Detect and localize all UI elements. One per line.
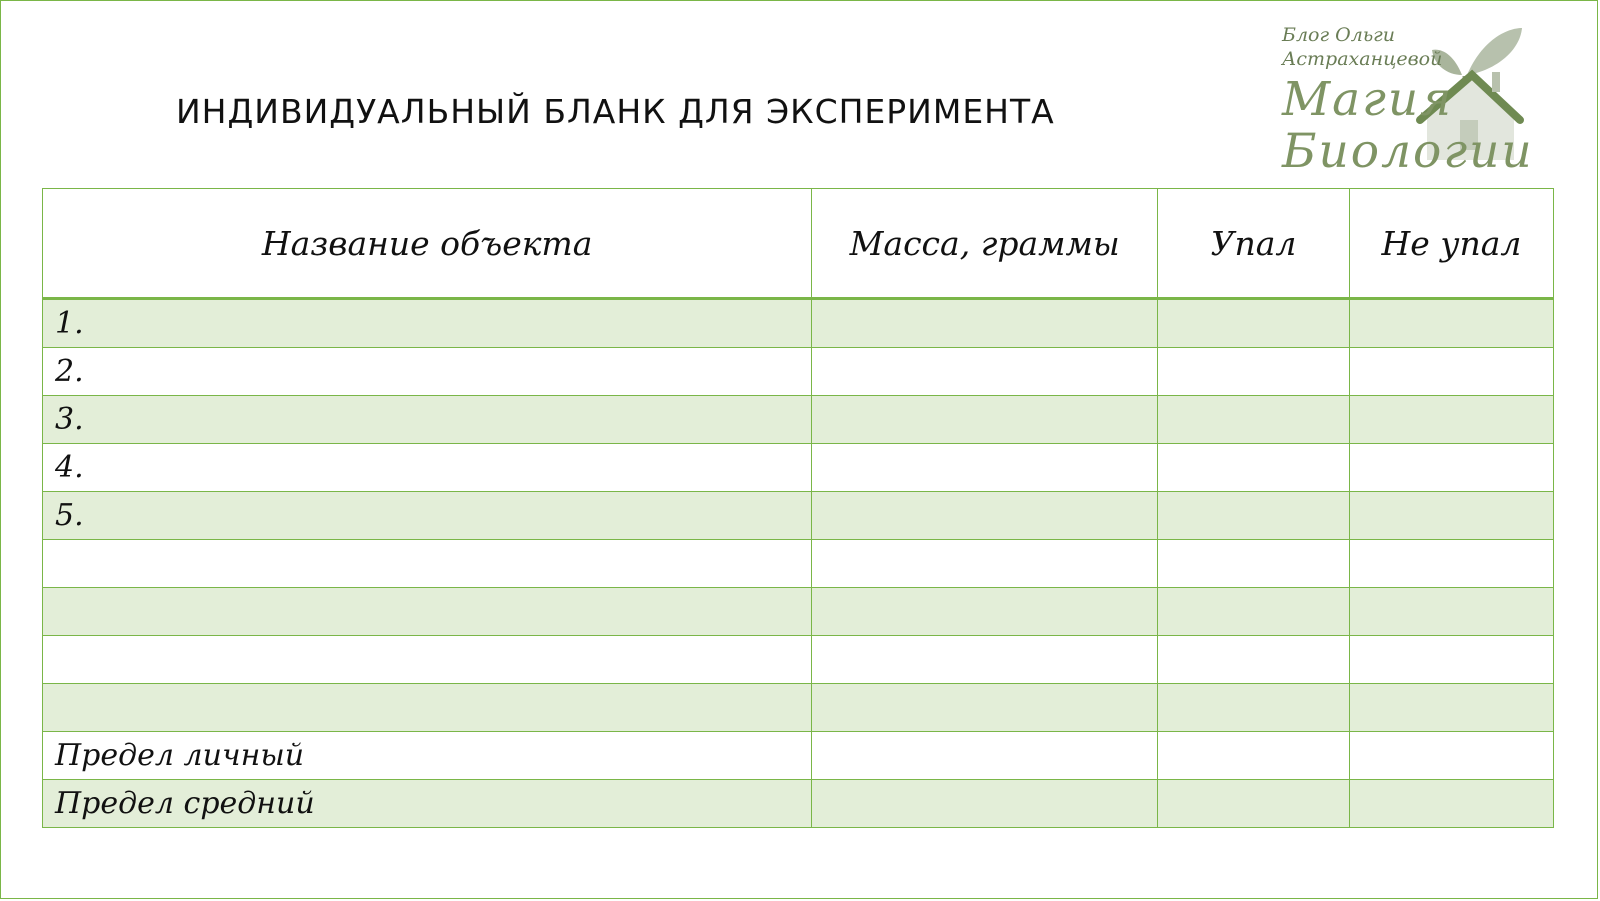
not-fell-cell[interactable] (1349, 299, 1553, 348)
not-fell-cell[interactable] (1349, 444, 1553, 492)
table-body (43, 299, 1554, 828)
row-label-cell[interactable]: 4. (43, 444, 812, 492)
fell-cell[interactable] (1158, 492, 1350, 540)
header-mass: Масса, граммы (812, 189, 1158, 299)
row-label-cell[interactable] (43, 540, 812, 588)
logo-line-2: Астраханцевой (1282, 48, 1443, 70)
mass-cell[interactable] (812, 684, 1158, 732)
table-row (43, 684, 1554, 732)
not-fell-cell[interactable] (1349, 684, 1553, 732)
mass-cell[interactable] (812, 299, 1158, 348)
experiment-table (42, 188, 1554, 828)
mass-cell[interactable] (812, 588, 1158, 636)
not-fell-cell[interactable] (1349, 636, 1553, 684)
not-fell-cell[interactable] (1349, 588, 1553, 636)
fell-cell[interactable] (1158, 588, 1350, 636)
mass-cell[interactable] (812, 396, 1158, 444)
header-fell: Упал (1158, 189, 1350, 299)
row-label-cell[interactable] (43, 636, 812, 684)
table-row (43, 492, 1554, 540)
row-label-cell[interactable]: 3. (43, 396, 812, 444)
mass-cell[interactable] (812, 540, 1158, 588)
fell-cell[interactable] (1158, 540, 1350, 588)
mass-cell[interactable] (812, 444, 1158, 492)
not-fell-cell[interactable] (1349, 348, 1553, 396)
not-fell-cell[interactable] (1349, 492, 1553, 540)
row-label-cell[interactable] (43, 684, 812, 732)
not-fell-cell[interactable] (1349, 540, 1553, 588)
fell-cell[interactable] (1158, 684, 1350, 732)
row-label-cell[interactable]: Предел средний (43, 780, 812, 828)
row-label-cell[interactable]: 2. (43, 348, 812, 396)
fell-cell[interactable] (1158, 780, 1350, 828)
mass-cell[interactable] (812, 348, 1158, 396)
mass-cell[interactable] (812, 732, 1158, 780)
fell-cell[interactable] (1158, 636, 1350, 684)
fell-cell[interactable] (1158, 444, 1350, 492)
table-row (43, 396, 1554, 444)
mass-cell[interactable] (812, 636, 1158, 684)
header-not-fell: Не упал (1349, 189, 1553, 299)
not-fell-cell[interactable] (1349, 732, 1553, 780)
mass-cell[interactable] (812, 492, 1158, 540)
table-row (43, 299, 1554, 348)
table-row (43, 780, 1554, 828)
mass-cell[interactable] (812, 780, 1158, 828)
fell-cell[interactable] (1158, 348, 1350, 396)
table-row (43, 540, 1554, 588)
table-row (43, 636, 1554, 684)
logo-line-3: Магия (1282, 72, 1454, 127)
row-label-cell[interactable]: 1. (43, 299, 812, 348)
logo-line-4: Биологии (1282, 124, 1534, 179)
row-label-cell[interactable]: Предел личный (43, 732, 812, 780)
blog-logo[interactable] (1282, 20, 1552, 190)
table-row (43, 444, 1554, 492)
not-fell-cell[interactable] (1349, 396, 1553, 444)
page-title: ИНДИВИДУАЛЬНЫЙ БЛАНК ДЛЯ ЭКСПЕРИМЕНТА (176, 92, 1055, 131)
table-header-row (43, 189, 1554, 299)
row-label-cell[interactable] (43, 588, 812, 636)
fell-cell[interactable] (1158, 732, 1350, 780)
row-label-cell[interactable]: 5. (43, 492, 812, 540)
logo-line-1: Блог Ольги (1282, 24, 1395, 46)
table-row (43, 588, 1554, 636)
not-fell-cell[interactable] (1349, 780, 1553, 828)
fell-cell[interactable] (1158, 396, 1350, 444)
header-object-name: Название объекта (43, 189, 812, 299)
fell-cell[interactable] (1158, 299, 1350, 348)
table-row (43, 348, 1554, 396)
table-row (43, 732, 1554, 780)
